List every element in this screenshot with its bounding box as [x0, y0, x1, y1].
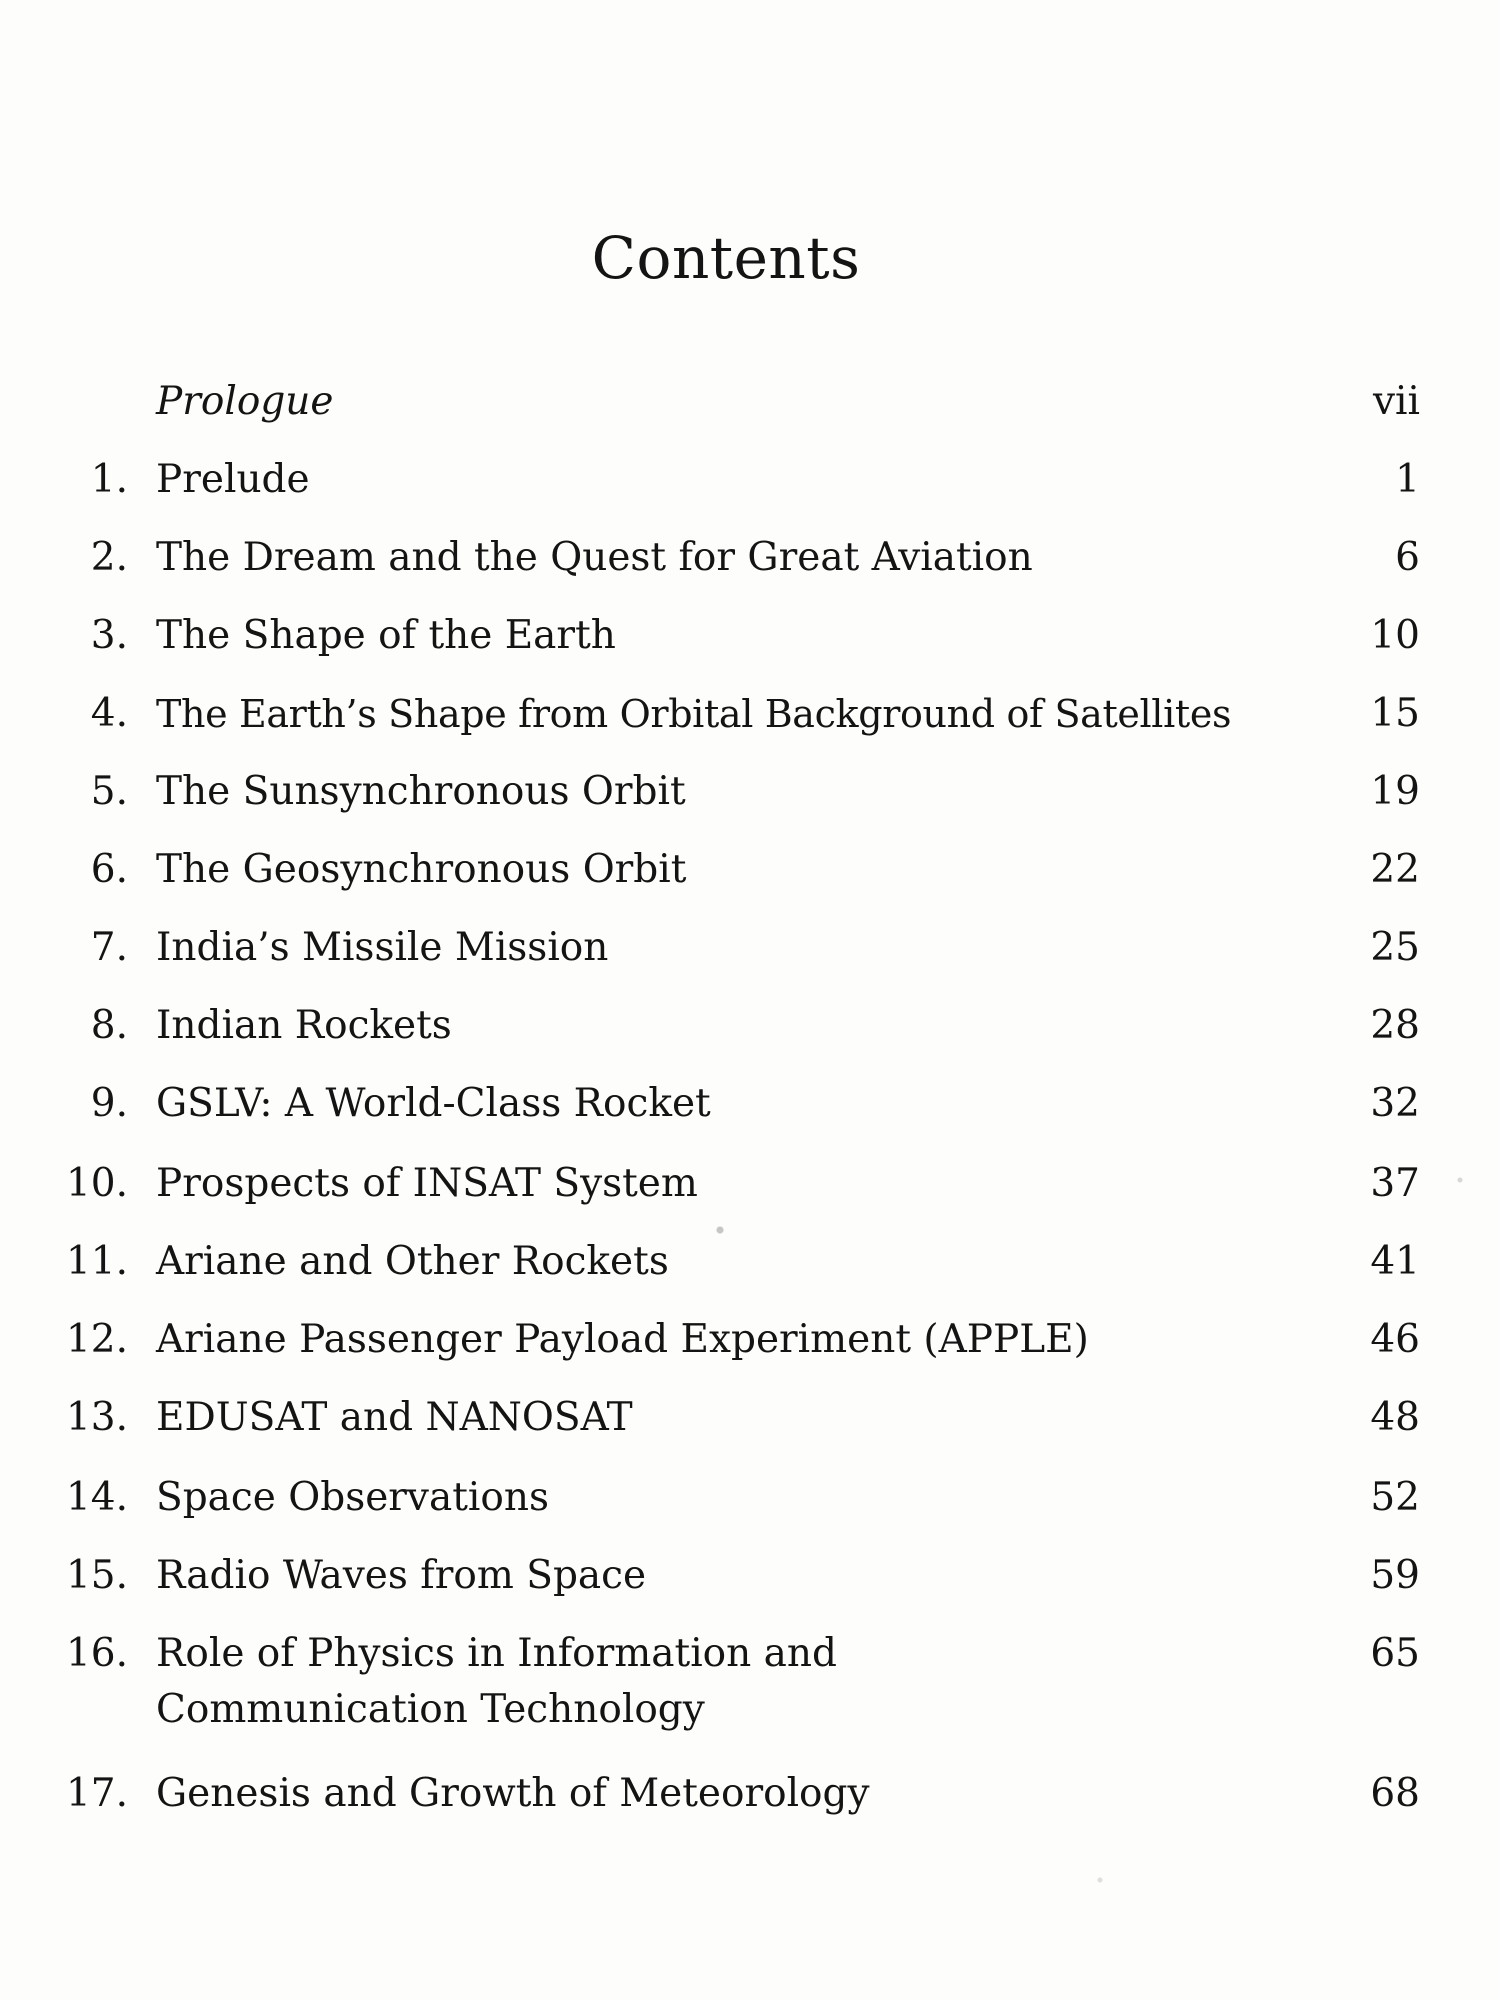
toc-entry-2[interactable] — [40, 530, 1420, 586]
toc-entry-9[interactable] — [40, 1076, 1420, 1132]
entry-page-number: 15 — [1370, 691, 1420, 736]
toc-entry-3[interactable] — [40, 608, 1420, 664]
entry-title: GSLV: A World-Class Rocket — [156, 1081, 711, 1126]
entry-title: The Geosynchronous Orbit — [156, 847, 687, 892]
toc-entry-6[interactable] — [40, 842, 1420, 898]
entry-page-number: 6 — [1395, 535, 1420, 580]
toc-entry-10[interactable] — [40, 1156, 1420, 1212]
entry-title: EDUSAT and NANOSAT — [156, 1395, 633, 1440]
entry-number: 6. — [90, 847, 128, 892]
entry-number: 4. — [90, 691, 128, 736]
entry-page-number: 1 — [1395, 457, 1420, 502]
entry-number: 16. — [65, 1631, 128, 1676]
toc-entry-1[interactable] — [40, 452, 1420, 508]
entry-number: 13. — [65, 1395, 128, 1440]
entry-number: 17. — [65, 1771, 128, 1816]
entry-title: Radio Waves from Space — [156, 1553, 647, 1598]
entry-title: Indian Rockets — [156, 1003, 452, 1048]
entry-page-number: 19 — [1370, 769, 1420, 814]
entry-page-number: 10 — [1370, 613, 1420, 658]
entry-title: The Sunsynchronous Orbit — [156, 769, 686, 814]
entry-title: The Shape of the Earth — [156, 613, 616, 658]
page-title: Contents — [591, 224, 861, 292]
entry-title: Prologue — [156, 379, 334, 424]
entry-number: 1. — [90, 457, 128, 502]
entry-title: Prelude — [156, 457, 310, 502]
entry-title: Space Observations — [156, 1475, 549, 1520]
entry-title: Ariane Passenger Payload Experiment (APPLE) — [156, 1317, 1089, 1362]
entry-title-line-2: Communication Technology — [156, 1687, 705, 1732]
entry-number: 5. — [90, 769, 128, 814]
entry-page-number: 28 — [1370, 1003, 1420, 1048]
toc-entry-4[interactable] — [40, 686, 1420, 742]
toc-entry-13[interactable] — [40, 1390, 1420, 1446]
entry-page-number: 32 — [1370, 1081, 1420, 1126]
entry-title: Prospects of INSAT System — [156, 1161, 698, 1206]
toc-entry-15[interactable] — [40, 1548, 1420, 1604]
entry-number: 9. — [90, 1081, 128, 1126]
entry-number: 3. — [90, 613, 128, 658]
entry-page-number: 25 — [1370, 925, 1420, 970]
entry-title: Genesis and Growth of Meteorology — [156, 1771, 870, 1816]
toc-entry-14[interactable] — [40, 1470, 1420, 1526]
entry-page-number: 46 — [1370, 1317, 1420, 1362]
entry-title: India’s Missile Mission — [156, 925, 609, 970]
entry-title: The Earth’s Shape from Orbital Background of Satellites — [156, 692, 1232, 736]
entry-title-two-line — [156, 1626, 1336, 1738]
entry-number: 12. — [65, 1317, 128, 1362]
toc-entry-8[interactable] — [40, 998, 1420, 1054]
entry-number: 14. — [65, 1475, 128, 1520]
toc-entry-12[interactable] — [40, 1312, 1420, 1368]
entry-number: 11. — [65, 1239, 128, 1284]
entry-page-number: 48 — [1370, 1395, 1420, 1440]
entry-page-number: vii — [1373, 379, 1420, 424]
toc-entry-7[interactable] — [40, 920, 1420, 976]
toc-entry-5[interactable] — [40, 764, 1420, 820]
toc-entry-prologue[interactable] — [40, 374, 1420, 430]
entry-page-number: 65 — [1370, 1631, 1420, 1676]
toc-entry-16[interactable] — [40, 1626, 1420, 1738]
toc-entry-17[interactable] — [40, 1766, 1420, 1822]
entry-page-number: 52 — [1370, 1475, 1420, 1520]
entry-page-number: 41 — [1370, 1239, 1420, 1284]
entry-number: 7. — [90, 925, 128, 970]
entry-number: 10. — [65, 1161, 128, 1206]
entry-title-line-1: Role of Physics in Information and — [156, 1631, 838, 1676]
entry-page-number: 22 — [1370, 847, 1420, 892]
entry-title: Ariane and Other Rockets — [156, 1239, 669, 1284]
entry-title: The Dream and the Quest for Great Aviation — [156, 535, 1033, 580]
entry-number: 8. — [90, 1003, 128, 1048]
entry-number: 2. — [90, 535, 128, 580]
entry-page-number: 68 — [1370, 1771, 1420, 1816]
entry-page-number: 59 — [1370, 1553, 1420, 1598]
toc-entry-11[interactable] — [40, 1234, 1420, 1290]
entry-page-number: 37 — [1370, 1161, 1420, 1206]
entry-number: 15. — [65, 1553, 128, 1598]
